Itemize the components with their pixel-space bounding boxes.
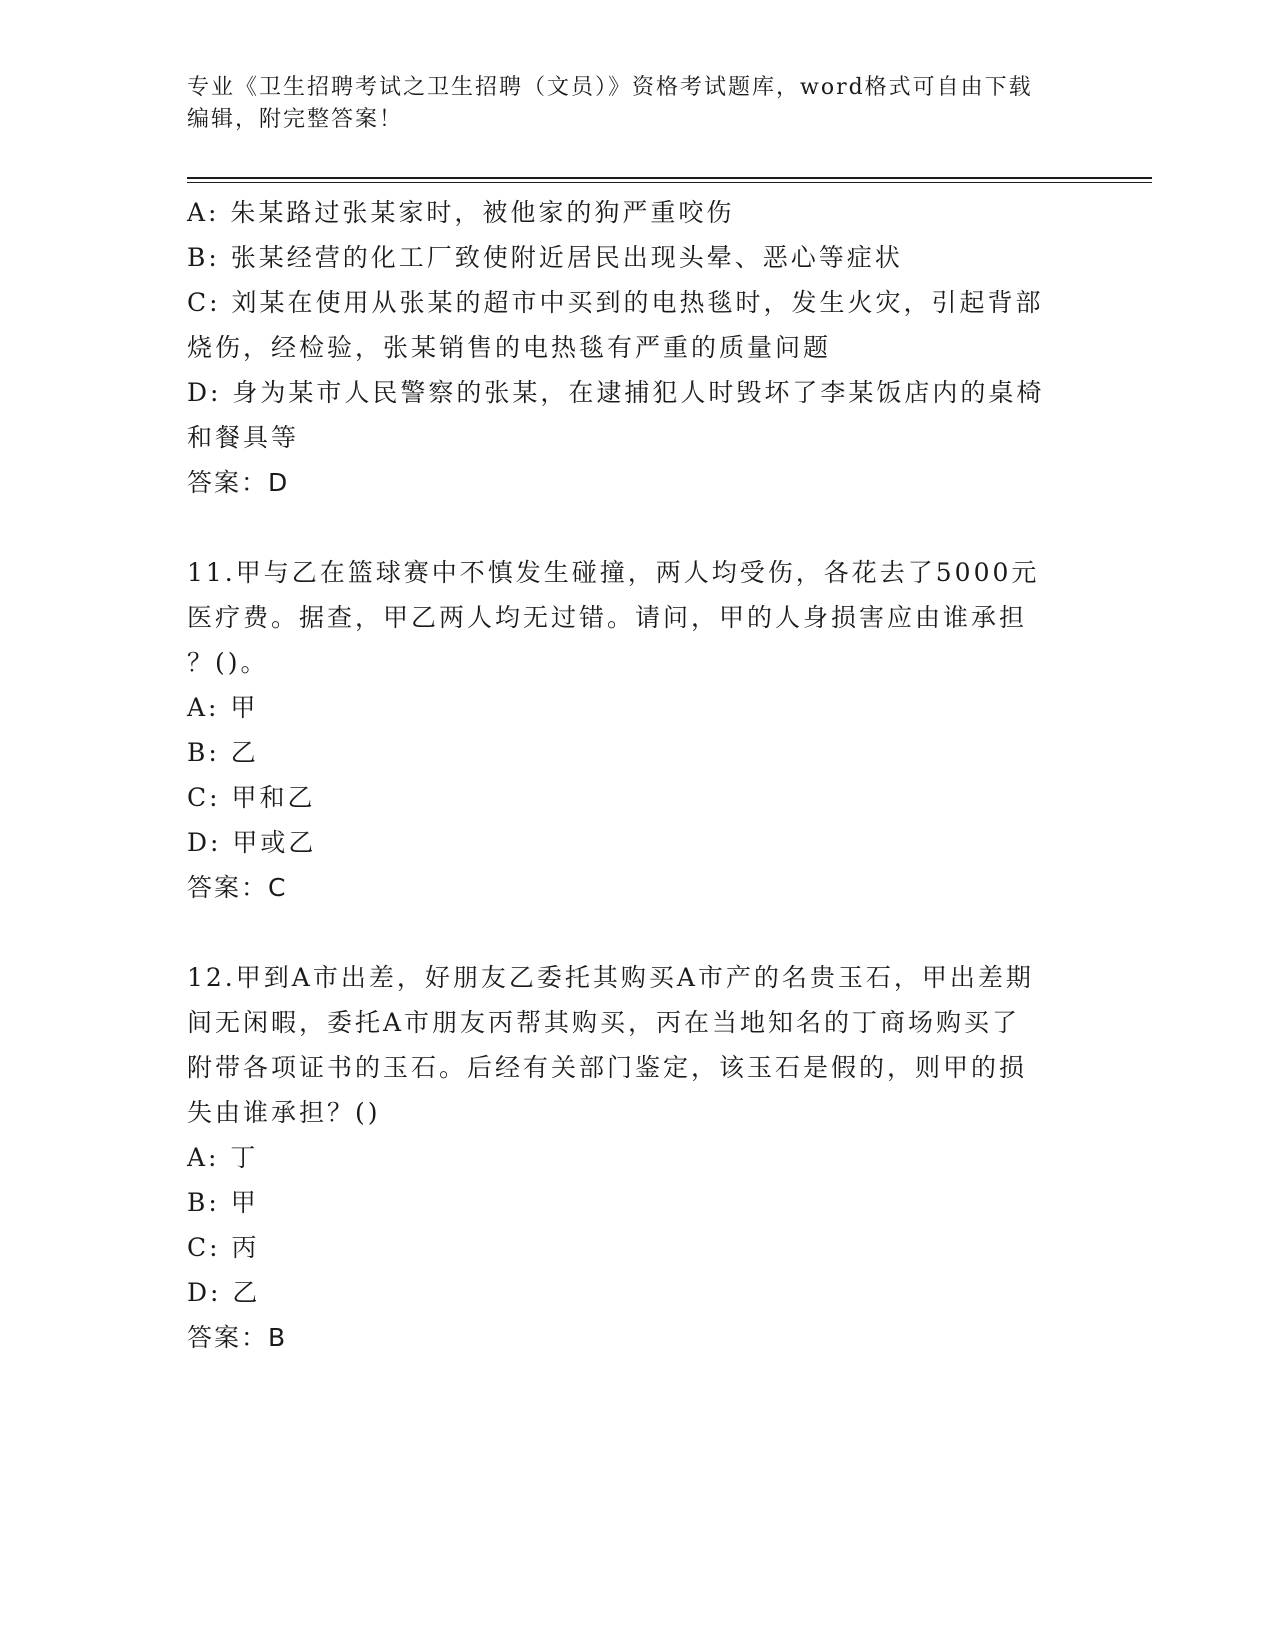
q12-option-b: B: 甲 xyxy=(187,1188,259,1217)
q12-stem-line-2: 间无闲暇，委托A市朋友丙帮其购买，丙在当地知名的丁商场购买了 xyxy=(187,1008,1021,1037)
q11-stem-line-3: ？()。 xyxy=(187,648,269,677)
q11-option-a: A: 甲 xyxy=(187,693,259,722)
q12-option-c: C: 丙 xyxy=(187,1233,260,1262)
q12-stem-line-4: 失由谁承担？() xyxy=(187,1098,381,1127)
header-divider-thick xyxy=(187,177,1152,179)
q11-stem-line-2: 医疗费。据查，甲乙两人均无过错。请问，甲的人身损害应由谁承担 xyxy=(187,603,1028,632)
document-header xyxy=(187,72,1067,136)
q10-option-c-line-2: 烧伤，经检验，张某销售的电热毯有严重的质量问题 xyxy=(187,333,832,362)
question-content xyxy=(187,190,1077,1360)
q10-option-c-line-1: C: 刘某在使用从张某的超市中买到的电热毯时，发生火灾，引起背部 xyxy=(187,288,1044,317)
q11-stem-line-1: 11.甲与乙在篮球赛中不慎发生碰撞，两人均受伤，各花去了5000元 xyxy=(187,558,1040,587)
q11-option-c: C: 甲和乙 xyxy=(187,783,316,812)
q12-option-d: D: 乙 xyxy=(187,1278,261,1307)
q11-option-d: D: 甲或乙 xyxy=(187,828,317,857)
question-10-block xyxy=(187,190,1077,505)
q10-answer: 答案：D xyxy=(187,468,290,497)
q12-stem-line-1: 12.甲到A市出差，好朋友乙委托其购买A市产的名贵玉石，甲出差期 xyxy=(187,963,1034,992)
q11-answer: 答案：C xyxy=(187,873,288,902)
spacer xyxy=(187,505,1077,550)
header-line-1: 专业《卫生招聘考试之卫生招聘（文员）》资格考试题库，word格式可自由下载 xyxy=(187,75,1033,100)
q12-answer: 答案：B xyxy=(187,1323,288,1352)
q10-option-d-line-2: 和餐具等 xyxy=(187,423,300,452)
header-divider-thin xyxy=(187,182,1152,183)
q10-option-a: A: 朱某路过张某家时，被他家的狗严重咬伤 xyxy=(187,198,735,227)
question-12-block xyxy=(187,955,1077,1360)
header-line-2: 编辑，附完整答案！ xyxy=(187,107,404,132)
spacer xyxy=(187,910,1077,955)
q10-option-d-line-1: D: 身为某市人民警察的张某，在逮捕犯人时毁坏了李某饭店内的桌椅 xyxy=(187,378,1045,407)
q10-option-b: B: 张某经营的化工厂致使附近居民出现头晕、恶心等症状 xyxy=(187,243,903,272)
q11-option-b: B: 乙 xyxy=(187,738,259,767)
q12-stem-line-3: 附带各项证书的玉石。后经有关部门鉴定，该玉石是假的，则甲的损 xyxy=(187,1053,1028,1082)
q12-option-a: A: 丁 xyxy=(187,1143,259,1172)
question-11-block xyxy=(187,550,1077,910)
